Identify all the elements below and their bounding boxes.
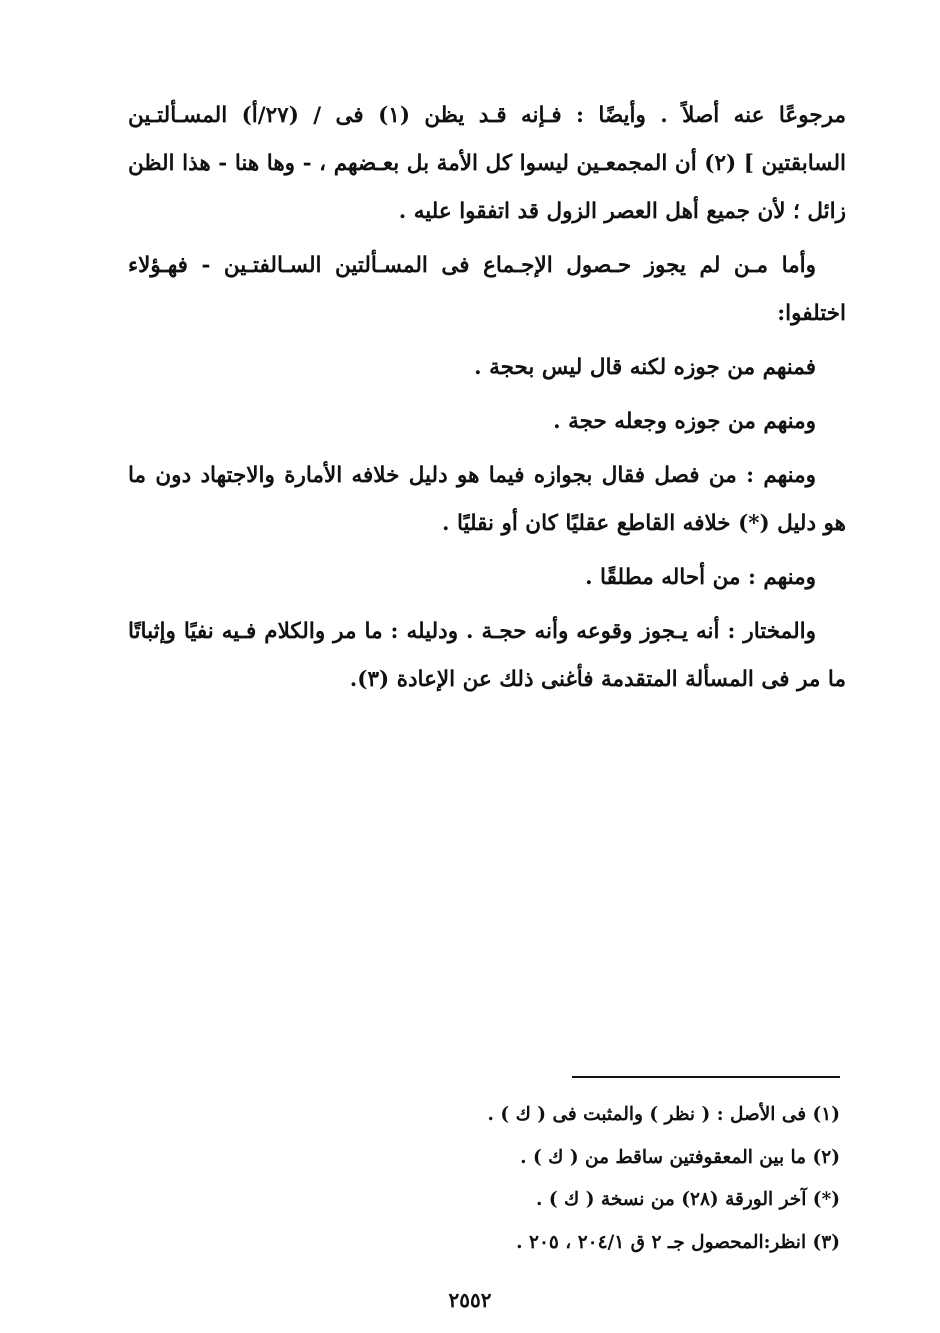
paragraph-1: مرجوعًا عنه أصلاً . وأيضًا : فـإنه قـد يظن (١) فى / (٢٧/أ) المسـألتـين السابقتين ] (٢) أن المجمعـين ليسوا كل الأمة بل بعـضهم ، - وها هنا - هذا الظن زائل ؛ لأن جميع أهل العصر الزول قد اتفقوا عليه . (128, 103, 847, 224)
paragraph-3: فمنهم من جوزه لكنه قال ليس بحجة . (474, 355, 816, 380)
footnote-1: (١) فى الأصل : ( نظر ) والمثبت فى ( ك ) . (487, 1104, 840, 1125)
paragraph-7: والمختار : أنه يـجوز وقوعه وأنه حجـة . ودليله : ما مر والكلام فـيه نفيًا وإثباتًا ما مر فى المسألة المتقدمة فأغنى ذلك عن الإعادة (٣). (128, 619, 846, 692)
paragraph-4: ومنهم من جوزه وجعله حجة . (553, 409, 816, 434)
main-text (128, 92, 846, 710)
footnotes (440, 1094, 840, 1264)
paragraph-2: وأما مـن لم يجوز حـصول الإجـماع فى المسـألتين السـالفتـين - فهـؤلاء اختلفوا: (128, 253, 846, 326)
footnote-3: (*) آخر الورقة (٢٨) من نسخة ( ك ) . (535, 1189, 840, 1210)
paragraph-6: ومنهم : من أحاله مطلقًا . (585, 565, 816, 590)
page-number: ٢٥٥٢ (448, 1288, 492, 1312)
footnote-2: (٢) ما بين المعقوفتين ساقط من ( ك ) . (520, 1146, 840, 1168)
footnote-divider (572, 1076, 840, 1078)
footnote-4: (٣) انظر:المحصول جـ ٢ ق ٢٠٤/١ ، ٢٠٥ . (516, 1231, 840, 1253)
paragraph-5: ومنهم : من فصل فقال بجوازه فيما هو دليل خلافه الأمارة والاجتهاد دون ما هو دليل (*) خلافه القاطع عقليًا كان أو نقليًا . (128, 463, 846, 536)
